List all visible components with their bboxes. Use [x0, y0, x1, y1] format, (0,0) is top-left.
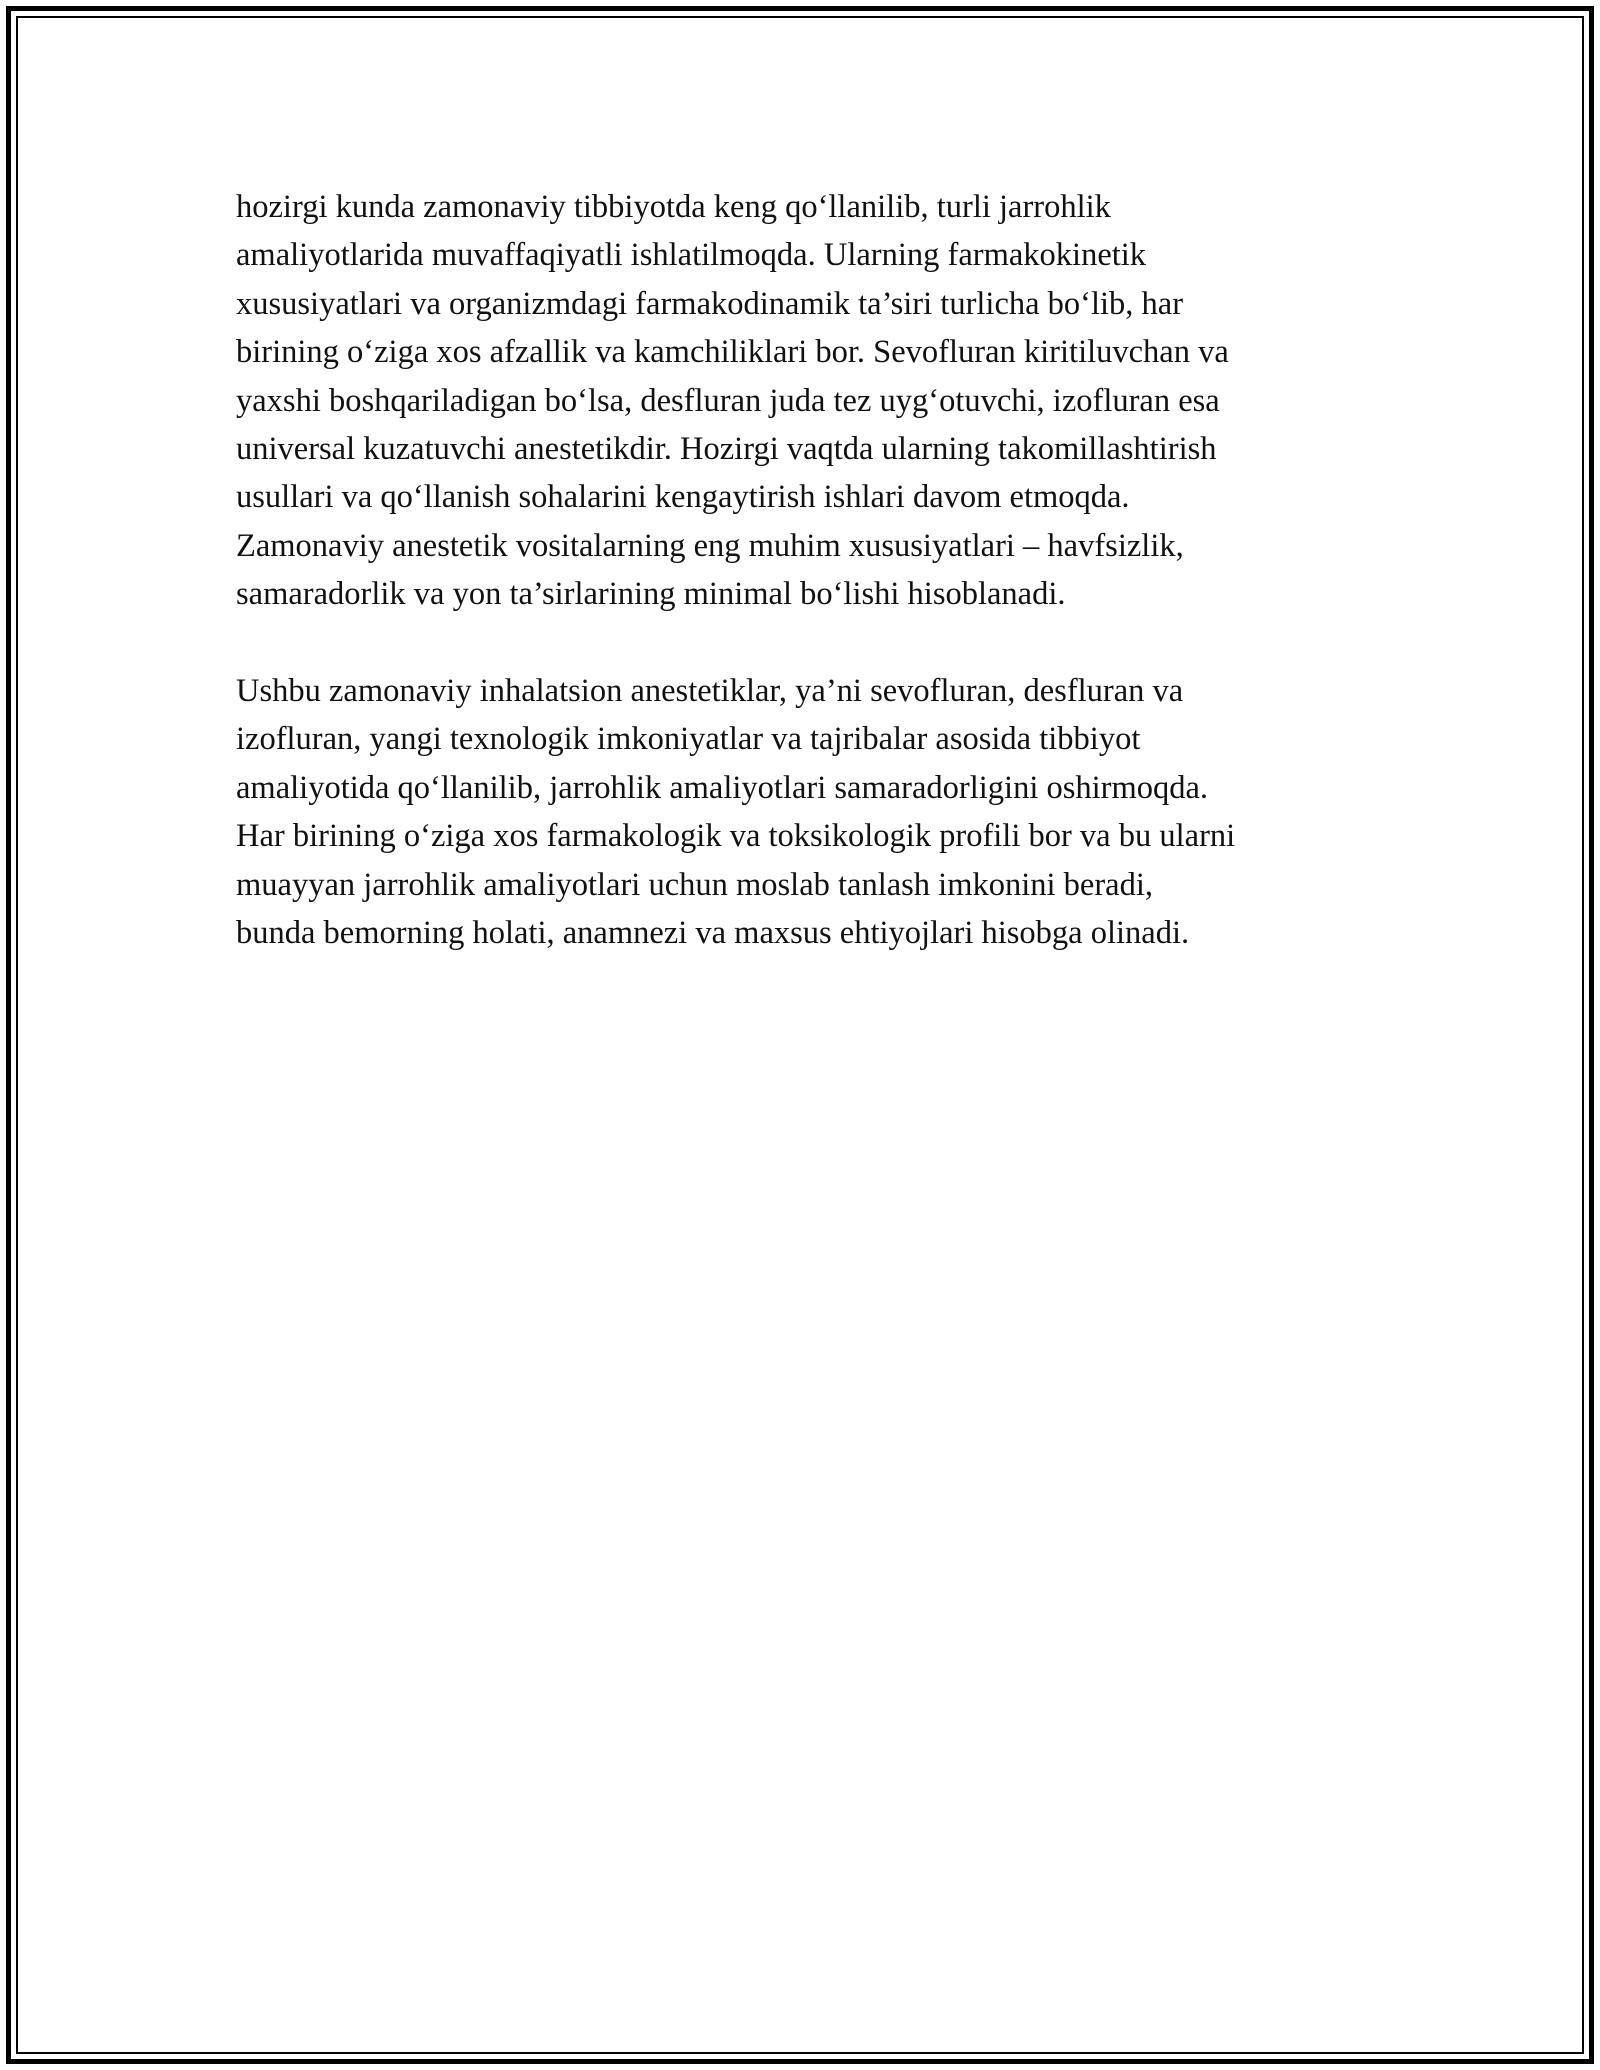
- paragraph-line: samaradorlik va yon ta’sirlarining minimal bo‘lishi hisoblanadi.: [236, 576, 1066, 613]
- paragraph-line: Har birining o‘ziga xos farmakologik va toksikologik profili bor va bu ularni: [236, 818, 1236, 855]
- paragraph-line: Ushbu zamonaviy inhalatsion anestetiklar, ya’ni sevofluran, desfluran va: [236, 673, 1184, 710]
- paragraph-line: amaliyotlarida muvaffaqiyatli ishlatilmoqda. Ularning farmakokinetik: [236, 237, 1147, 274]
- paragraph-line: usullari va qo‘llanish sohalarini kengaytirish ishlari davom etmoqda.: [236, 479, 1130, 516]
- paragraph-line: hozirgi kunda zamonaviy tibbiyotda keng qo‘llanilib, turli jarrohlik: [236, 189, 1111, 225]
- paragraph-line: izofluran, yangi texnologik imkoniyatlar va tajribalar asosida tibbiyot: [236, 721, 1141, 758]
- paragraph-line: birining o‘ziga xos afzallik va kamchiliklari bor. Sevofluran kiritiluvchan va: [236, 334, 1229, 371]
- paragraph-2: [236, 667, 1376, 957]
- paragraph-line: Zamonaviy anestetik vositalarning eng muhim xususiyatlari – havfsizlik,: [236, 527, 1184, 564]
- paragraph-line: universal kuzatuvchi anestetikdir. Hozirgi vaqtda ularning takomillashtirish: [236, 431, 1217, 468]
- paragraph-1: [236, 183, 1376, 619]
- paragraph-line: xususiyatlari va organizmdagi farmakodinamik ta’siri turlicha bo‘lib, har: [236, 285, 1184, 322]
- paragraph-line: amaliyotida qo‘llanilib, jarrohlik amaliyotlari samaradorligini oshirmoqda.: [236, 769, 1209, 806]
- paragraph-line: yaxshi boshqariladigan bo‘lsa, desfluran juda tez uyg‘otuvchi, izofluran esa: [236, 382, 1220, 419]
- paragraph-line: muayyan jarrohlik amaliyotlari uchun moslab tanlash imkonini beradi,: [236, 866, 1153, 903]
- document-body: [236, 183, 1376, 1006]
- paragraph-line: bunda bemorning holati, anamnezi va maxsus ehtiyojlari hisobga olinadi.: [236, 915, 1190, 952]
